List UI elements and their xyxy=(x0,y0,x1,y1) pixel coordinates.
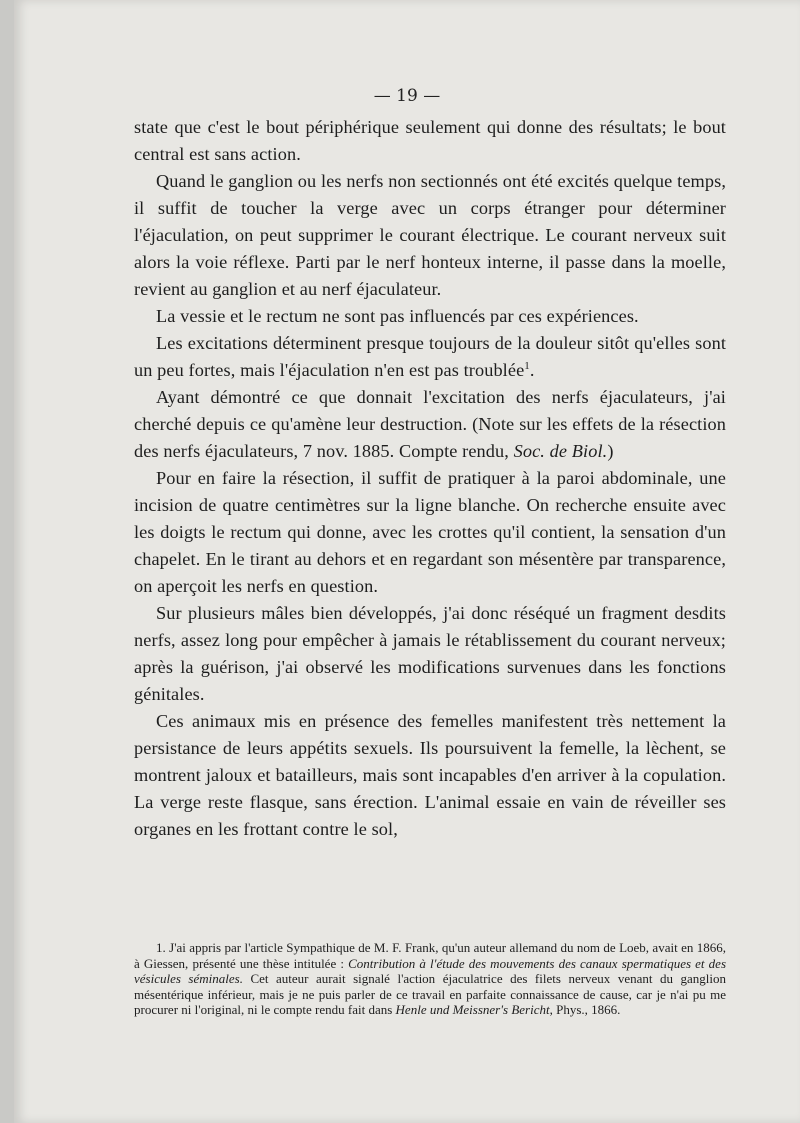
thesis-title: Contribution à l'étude des mouvements des canaux spermatiques et des vésicules séminales. xyxy=(134,955,727,987)
journal-title: Soc. de Biol. xyxy=(513,441,608,461)
paragraph-end: ) xyxy=(607,441,614,461)
body-text xyxy=(134,114,726,843)
paragraph-text: Ayant démontré ce que donnait l'excitation des nerfs éjaculateurs, j'ai cherché depuis ce qu'amène leur destruction. (Note sur les effets de la résection des nerfs éjaculateurs, 7 nov. 1885. Compte rendu, xyxy=(134,387,726,461)
paragraph-text: Les excitations déterminent presque toujours de la douleur sitôt qu'elles sont un peu fortes, mais l'éjaculation n'en est pas troublée xyxy=(134,333,726,380)
paragraph: Quand le ganglion ou les nerfs non sectionnés ont été excités quelque temps, il suffit de toucher la verge avec un corps étranger pour déterminer l'éjaculation, on peut supprimer le courant électrique. Le courant nerveux suit alors la voie réflexe. Parti par le nerf honteux interne, il passe dans la moelle, revient au ganglion et au nerf éjaculateur. xyxy=(134,171,726,299)
footnote-text: , Phys., 1866. xyxy=(549,1002,621,1018)
page-number: — 19 — xyxy=(373,86,441,106)
footnotes xyxy=(134,940,726,1018)
paragraph xyxy=(134,330,726,384)
paragraph: Pour en faire la résection, il suffit de pratiquer à la paroi abdominale, une incision de quatre centimètres sur la ligne blanche. On recherche ensuite avec les doigts le rectum qui donne, avec les crottes qu'il contient, la sensation d'un chapelet. En le tirant au dehors et en regardant son mésentère par transparence, on aperçoit les nerfs en question. xyxy=(134,468,726,596)
source-title: Henle und Meissner's Bericht xyxy=(395,1002,550,1018)
paragraph xyxy=(134,384,726,465)
paragraph: Ces animaux mis en présence des femelles manifestent très nettement la persistance de leurs appétits sexuels. Ils poursuivent la femelle, la lèchent, se montrent jaloux et batailleurs, mais sont incapables d'en arriver à la copulation. La verge reste flasque, sans érection. L'animal essaie en vain de réveiller ses organes en les frottant contre le sol, xyxy=(134,711,726,839)
footnote-text: Cet auteur aurait signalé l'action éjaculatrice des filets nerveux venant du ganglion mésentérique inférieur, mais je ne puis parler de ce travail en parfaite connaissance de cause, car je n'ai pu me procurer ni l'original, ni le compte rendu fait dans xyxy=(134,971,726,1018)
paragraph: state que c'est le bout périphérique seulement qui donne des résultats; le bout central est sans action. xyxy=(134,117,726,164)
footnote-marker: 1 xyxy=(524,359,530,372)
paragraph: Sur plusieurs mâles bien développés, j'ai donc réséqué un fragment desdits nerfs, assez long pour empêcher à jamais le rétablissement du courant nerveux; après la guérison, j'ai observé les modifications survenues dans les fonctions génitales. xyxy=(134,603,726,704)
book-page xyxy=(14,0,800,1123)
footnote-text: 1. J'ai appris par l'article Sympathique de M. F. Frank, qu'un auteur allemand du nom de Loeb, avait en 1866, à Giessen, présenté une thèse intitulée : xyxy=(134,940,726,971)
paragraph: La vessie et le rectum ne sont pas influencés par ces expériences. xyxy=(156,306,639,326)
footnote xyxy=(134,940,726,1018)
paragraph-end: . xyxy=(529,360,535,380)
